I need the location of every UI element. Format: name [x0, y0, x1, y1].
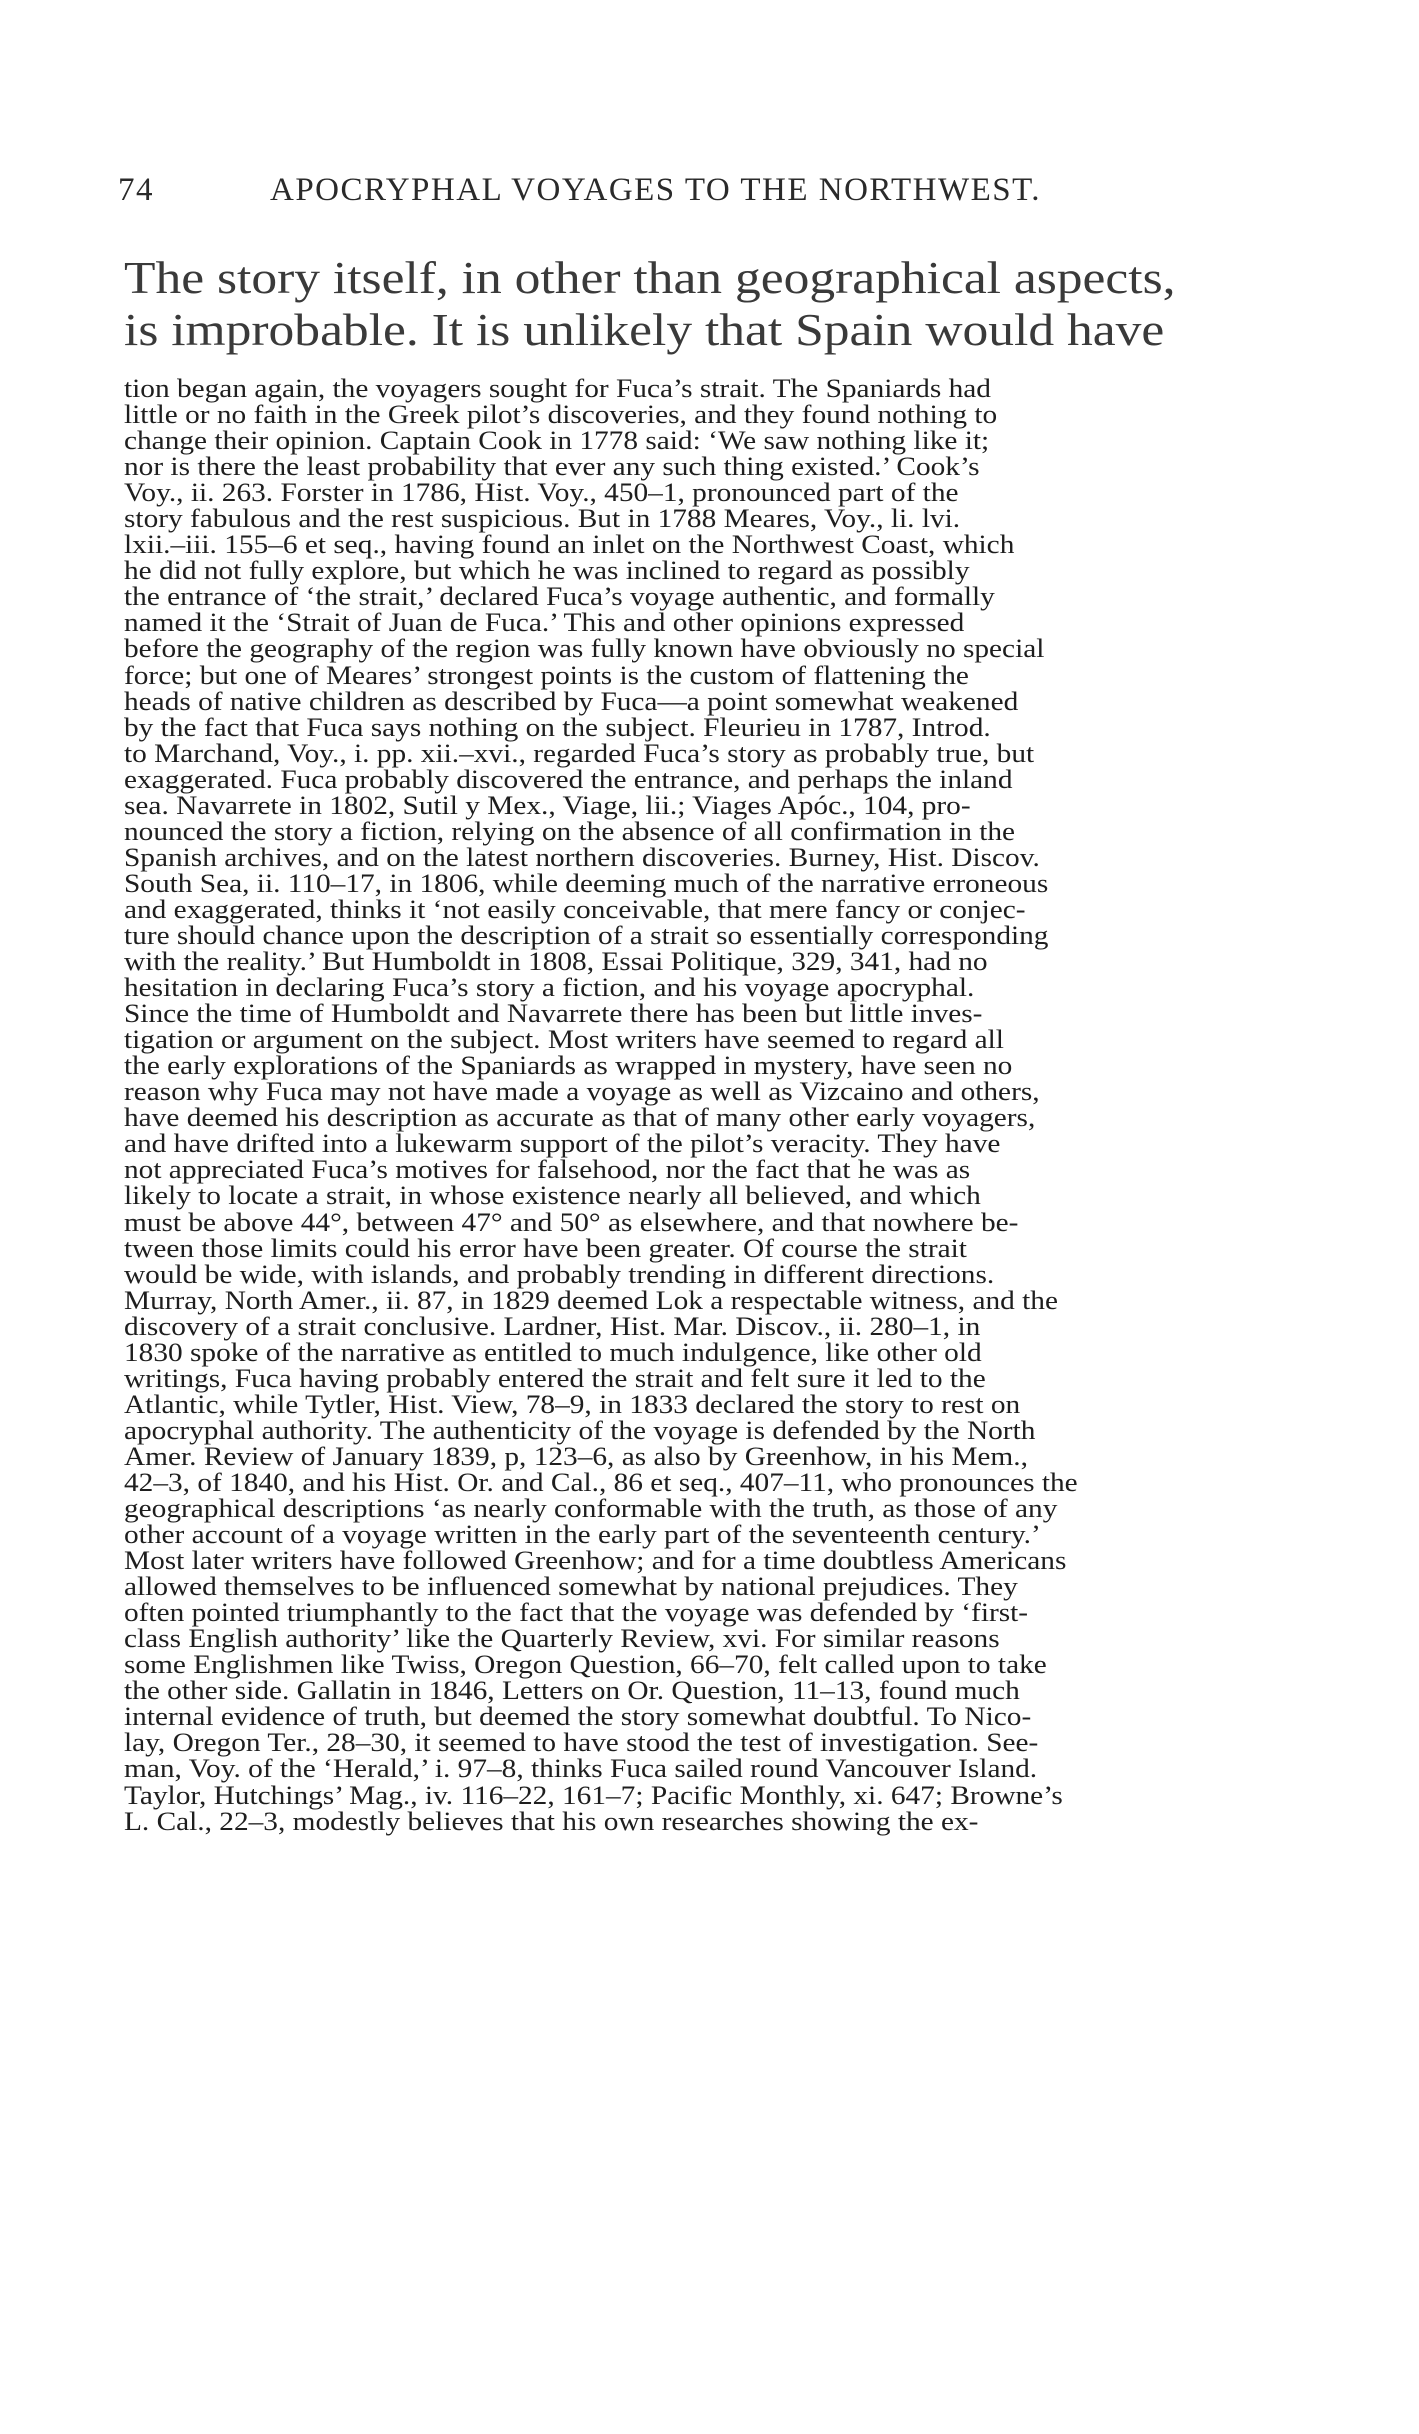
footnote-line: South Sea, ii. 110–17, in 1806, while deeming much of the narrative erroneous	[124, 868, 1049, 898]
footnote-line: allowed themselves to be influenced somewhat by national prejudices. They	[124, 1572, 1018, 1602]
footnote-line: little or no faith in the Greek pilot’s discoveries, and they found nothing to	[124, 400, 998, 430]
footnote-line: named it the ‘Strait of Juan de Fuca.’ This and other opinions expressed	[124, 608, 965, 638]
footnote-line: man, Voy. of the ‘Herald,’ i. 97–8, thinks Fuca sailed round Vancouver Island.	[124, 1754, 1038, 1784]
footnote-line: tween those limits could his error have been greater. Of course the strait	[124, 1233, 967, 1263]
footnote-line: Since the time of Humboldt and Navarrete there has been but little inves-	[124, 999, 983, 1029]
footnote-line: lxii.–iii. 155–6 et seq., having found an inlet on the Northwest Coast, which	[124, 530, 1015, 560]
footnote-line: writings, Fuca having probably entered the strait and felt sure it led to the	[124, 1363, 986, 1393]
main-text-block	[124, 252, 1274, 356]
footnote-line: ture should chance upon the description of a strait so essentially corresponding	[124, 920, 1049, 950]
footnote-line: Atlantic, while Tytler, Hist. View, 78–9, in 1833 declared the story to rest on	[124, 1389, 1021, 1419]
footnote-line: before the geography of the region was fully known have obviously no special	[124, 634, 1045, 664]
footnote-line: Murray, North Amer., ii. 87, in 1829 deemed Lok a respectable witness, and the	[124, 1285, 1058, 1315]
footnote-line: the early explorations of the Spaniards as wrapped in mystery, have seen no	[124, 1051, 1013, 1081]
footnote-line: force; but one of Meares’ strongest points is the custom of flattening the	[124, 660, 969, 690]
footnote-line: some Englishmen like Twiss, Oregon Question, 66–70, felt called upon to take	[124, 1650, 1047, 1680]
footnote-line: exaggerated. Fuca probably discovered the entrance, and perhaps the inland	[124, 764, 1013, 794]
footnote-line: nor is there the least probability that ever any such thing existed.’ Cook’s	[124, 452, 980, 482]
footnote-line: nounced the story a fiction, relying on the absence of all confirmation in the	[124, 816, 1016, 846]
footnote-line: by the fact that Fuca says nothing on the subject. Fleurieu in 1787, Introd.	[124, 712, 991, 742]
footnote-line: geographical descriptions ‘as nearly conformable with the truth, as those of any	[124, 1494, 1058, 1524]
footnote-line: internal evidence of truth, but deemed the story somewhat doubtful. To Nico-	[124, 1702, 1032, 1732]
footnote-line: sea. Navarrete in 1802, Sutil y Mex., Viage, lii.; Viages Apóc., 104, pro-	[124, 790, 971, 820]
footnote-line: have deemed his description as accurate as that of many other early voyagers,	[124, 1103, 1036, 1133]
main-text-line: is improbable. It is unlikely that Spain would have	[124, 304, 1165, 355]
footnote-line: L. Cal., 22–3, modestly believes that his own researches showing the ex-	[124, 1806, 979, 1836]
footnote-line: Amer. Review of January 1839, p, 123–6, as also by Greenhow, in his Mem.,	[124, 1441, 1028, 1471]
footnote-line: tion began again, the voyagers sought for Fuca’s strait. The Spaniards had	[124, 374, 991, 403]
footnote-line: tigation or argument on the subject. Most writers have seemed to regard all	[124, 1025, 1004, 1055]
footnote-line: to Marchand, Voy., i. pp. xii.–xvi., regarded Fuca’s story as probably true, but	[124, 738, 1035, 768]
footnote-line: lay, Oregon Ter., 28–30, it seemed to have stood the test of investigation. See-	[124, 1728, 1039, 1758]
page-number: 74	[118, 172, 154, 208]
footnote-line: not appreciated Fuca’s motives for falsehood, nor the fact that he was as	[124, 1155, 971, 1185]
footnote-line: likely to locate a strait, in whose existence nearly all believed, and which	[124, 1181, 981, 1211]
footnote-line: and have drifted into a lukewarm support of the pilot’s veracity. They have	[124, 1129, 1001, 1159]
footnote-line: reason why Fuca may not have made a voyage as well as Vizcaino and others,	[124, 1077, 1040, 1107]
footnote-line: and exaggerated, thinks it ‘not easily conceivable, that mere fancy or conjec-	[124, 894, 1026, 924]
footnote-line: hesitation in declaring Fuca’s story a fiction, and his voyage apocryphal.	[124, 973, 975, 1003]
footnote-line: with the reality.’ But Humboldt in 1808, Essai Politique, 329, 341, had no	[124, 947, 988, 977]
footnote-line: apocryphal authority. The authenticity of the voyage is defended by the North	[124, 1415, 1036, 1445]
footnote-line: heads of native children as described by Fuca—a point somewhat weakened	[124, 686, 1019, 716]
footnote-line: he did not fully explore, but which he was inclined to regard as possibly	[124, 556, 970, 586]
footnote-line: the entrance of ‘the strait,’ declared Fuca’s voyage authentic, and formally	[124, 582, 995, 612]
footnote-line: story fabulous and the rest suspicious. But in 1788 Meares, Voy., li. lvi.	[124, 504, 961, 534]
footnote-line: must be above 44°, between 47° and 50° as elsewhere, and that nowhere be-	[124, 1207, 1019, 1237]
footnote-line: discovery of a strait conclusive. Lardner, Hist. Mar. Discov., ii. 280–1, in	[124, 1311, 981, 1341]
page-header	[118, 172, 1268, 222]
footnote-line: would be wide, with islands, and probably trending in different directions.	[124, 1259, 995, 1289]
footnote-line: Most later writers have followed Greenhow; and for a time doubtless Americans	[124, 1546, 1067, 1576]
footnote-line: the other side. Gallatin in 1846, Letters on Or. Question, 11–13, found much	[124, 1676, 1020, 1706]
footnote-line: 42–3, of 1840, and his Hist. Or. and Cal., 86 et seq., 407–11, who pronounces the	[124, 1467, 1078, 1497]
footnote-line: Spanish archives, and on the latest northern discoveries. Burney, Hist. Discov.	[124, 842, 1040, 872]
main-text-line: The story itself, in other than geographical aspects,	[124, 252, 1176, 303]
footnote-line: change their opinion. Captain Cook in 1778 said: ‘We saw nothing like it;	[124, 426, 990, 456]
footnote-line: other account of a voyage written in the early part of the seventeenth century.’	[124, 1520, 1041, 1550]
footnote-line: Voy., ii. 263. Forster in 1786, Hist. Voy., 450–1, pronounced part of the	[124, 478, 959, 508]
footnote-block	[124, 376, 1274, 1835]
running-head: APOCRYPHAL VOYAGES TO THE NORTHWEST.	[270, 172, 1042, 208]
footnote-line: often pointed triumphantly to the fact that the voyage was defended by ‘first-	[124, 1598, 1029, 1628]
footnote-line: Taylor, Hutchings’ Mag., iv. 116–22, 161–7; Pacific Monthly, xi. 647; Browne’s	[124, 1780, 1063, 1810]
footnote-line: class English authority’ like the Quarterly Review, xvi. For similar reasons	[124, 1624, 1000, 1654]
footnote-line: 1830 spoke of the narrative as entitled to much indulgence, like other old	[124, 1337, 982, 1367]
